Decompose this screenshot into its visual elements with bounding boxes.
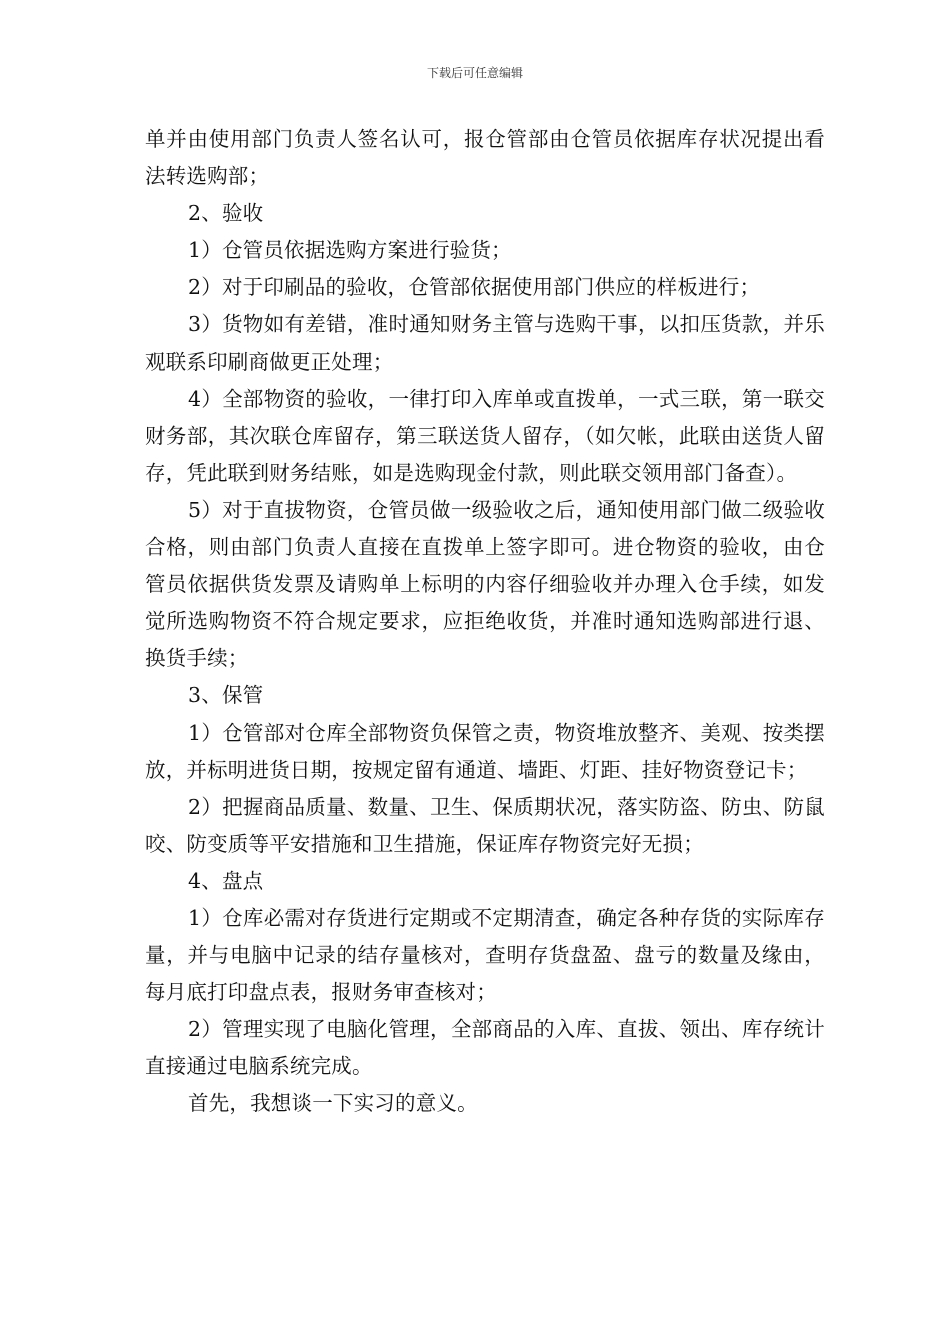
paragraph: 首先，我想谈一下实习的意义。 — [188, 1091, 478, 1116]
paragraph: 2）管理实现了电脑化管理，全部商品的入库、直拔、领出、库存统计直接通过电脑系统完成。 — [145, 1017, 825, 1079]
paragraph: 2）对于印刷品的验收，仓管部依据使用部门供应的样板进行； — [188, 275, 761, 300]
paragraph: 5）对于直拔物资，仓管员做一级验收之后，通知使用部门做二级验收合格，则由部门负责人直接在直拨单上签字即可。进仓物资的验收，由仓管员依据供货发票及请购单上标明的内容仔细验收并办理入仓手续，如发觉所选购物资不符合规定要求，应拒绝收货，并准时通知选购部进行退、换货手续； — [145, 497, 825, 671]
document-body — [145, 121, 825, 1123]
paragraph: 单并由使用部门负责人签名认可，报仓管部由仓管员依据库存状况提出看法转选购部； — [145, 127, 825, 189]
paragraph: 2）把握商品质量、数量、卫生、保质期状况，落实防盗、防虫、防鼠咬、防变质等平安措施和卫生措施，保证库存物资完好无损； — [145, 794, 825, 856]
section-heading: 2、验收 — [188, 201, 264, 226]
paragraph: 3）货物如有差错，准时通知财务主管与选购干事，以扣压货款，并乐观联系印刷商做更正处理； — [145, 312, 825, 374]
section-heading: 3、保管 — [188, 683, 264, 708]
paragraph: 1）仓库必需对存货进行定期或不定期清查，确定各种存货的实际库存量，并与电脑中记录的结存量核对，查明存货盘盈、盘亏的数量及缘由，每月底打印盘点表，报财务审查核对； — [145, 905, 825, 1005]
paragraph: 4）全部物资的验收，一律打印入库单或直拨单，一式三联，第一联交财务部，其次联仓库留存，第三联送货人留存，（如欠帐，此联由送货人留存，凭此联到财务结账，如是选购现金付款，则此联交领用部门备查）。 — [145, 386, 825, 485]
page-header: 下载后可任意编辑 — [426, 66, 523, 80]
section-heading: 4、盘点 — [188, 868, 264, 893]
paragraph: 1）仓管员依据选购方案进行验货； — [188, 238, 512, 263]
paragraph: 1）仓管部对仓库全部物资负保管之责，物资堆放整齐、美观、按类摆放，并标明进货日期，按规定留有通道、墙距、灯距、挂好物资登记卡； — [145, 720, 825, 782]
